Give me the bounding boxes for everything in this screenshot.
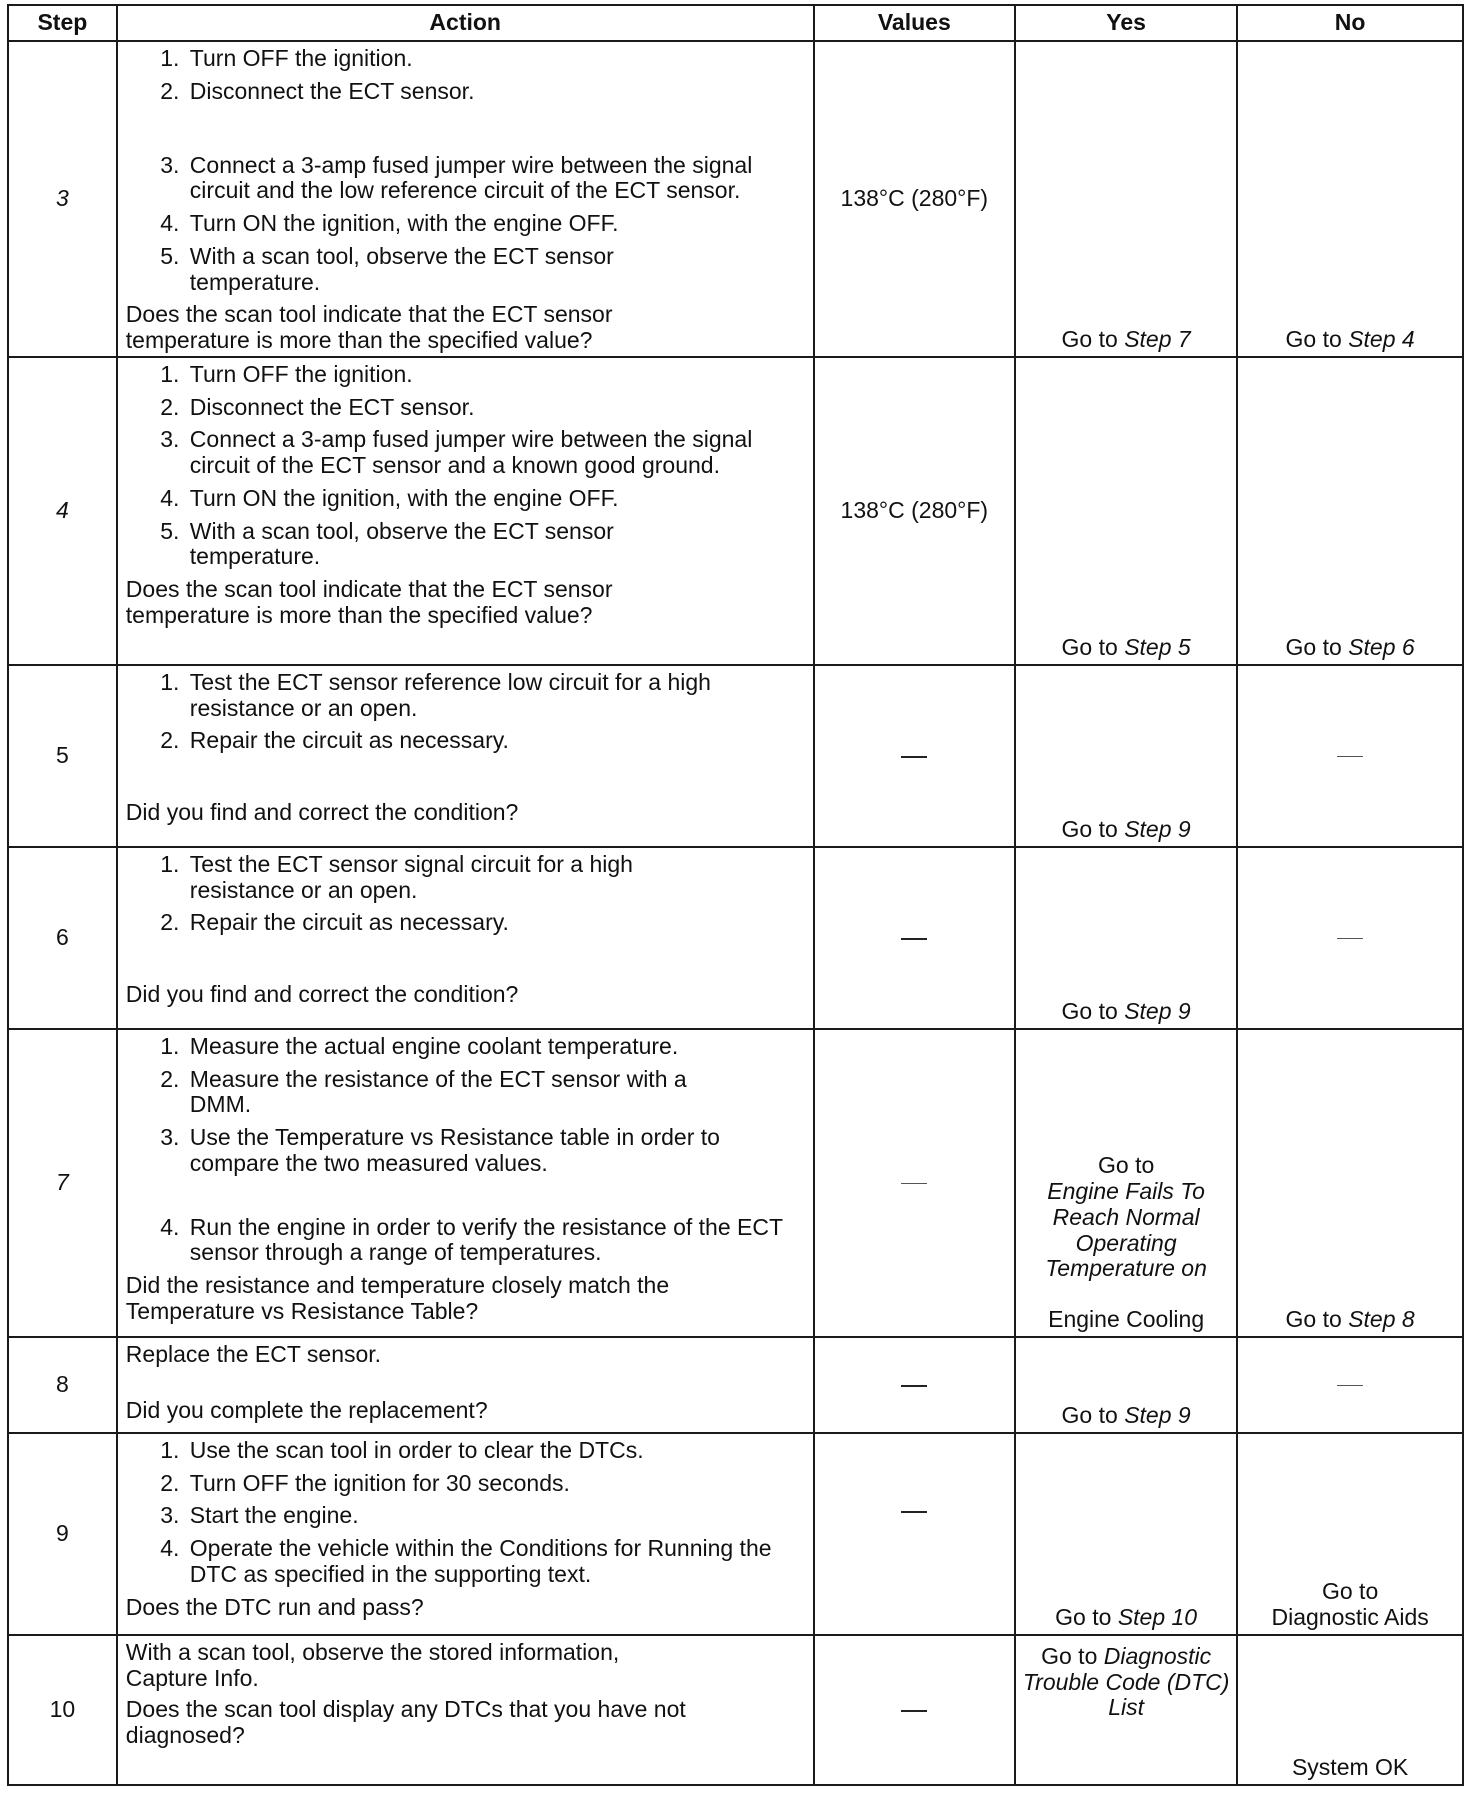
no-cell xyxy=(1237,1337,1463,1433)
action-cell xyxy=(117,665,814,847)
action-steps xyxy=(126,1438,805,1588)
header-action: Action xyxy=(117,5,814,41)
empty-value-dash xyxy=(901,1511,927,1513)
action-steps xyxy=(126,362,805,570)
no-cell xyxy=(1237,847,1463,1029)
action-step: 5. With a scan tool, observe the ECT sensor temperature. xyxy=(186,519,805,571)
empty-value-dash xyxy=(901,1385,927,1387)
yes-cell xyxy=(1015,1029,1237,1337)
action-text: With a scan tool, observe the stored information, Capture Info. xyxy=(125,1638,620,1691)
action-question: Does the DTC run and pass? xyxy=(125,1593,424,1620)
action-step: 2. Repair the circuit as necessary. xyxy=(186,728,805,754)
action-step: 5. With a scan tool, observe the ECT sensor temperature. xyxy=(186,244,805,296)
yes-cell xyxy=(1015,1635,1237,1785)
action-step: 3. Use the Temperature vs Resistance table in order to compare the two measured values. xyxy=(186,1125,805,1177)
yes-link[interactable]: Diagnostic Trouble Code (DTC) List xyxy=(1022,1642,1230,1721)
no-cell xyxy=(1237,357,1463,665)
action-question: Did the resistance and temperature closely match the Temperature vs Resistance Table? xyxy=(125,1272,670,1324)
empty-value-dash xyxy=(901,1183,927,1184)
value-cell: 138°C (280°F) xyxy=(814,41,1015,357)
no-link[interactable]: Step 4 xyxy=(1348,326,1415,352)
no-prefix: Go to xyxy=(1285,634,1349,660)
yes-prefix: Go to xyxy=(1098,1152,1155,1179)
empty-no-dash xyxy=(1337,756,1363,757)
table-row-step-5 xyxy=(8,665,1463,847)
step-number: 10 xyxy=(8,1635,117,1785)
action-step: 2. Turn OFF the ignition for 30 seconds. xyxy=(186,1471,805,1497)
header-no: No xyxy=(1237,5,1463,41)
action-step: 1. Turn OFF the ignition. xyxy=(186,362,805,388)
no-cell xyxy=(1237,1433,1463,1635)
action-cell xyxy=(117,847,814,1029)
value-cell xyxy=(814,1029,1015,1337)
step-number: 7 xyxy=(8,1029,117,1337)
step-number: 8 xyxy=(8,1337,117,1433)
yes-prefix: Go to xyxy=(1061,1402,1125,1428)
action-step: 4. Run the engine in order to verify the resistance of the ECT sensor through a range of temperatures. xyxy=(186,1215,805,1267)
action-question: Did you find and correct the condition? xyxy=(125,799,519,825)
yes-link[interactable]: Step 5 xyxy=(1124,634,1191,660)
no-cell xyxy=(1237,665,1463,847)
action-text: Replace the ECT sensor. xyxy=(125,1340,382,1367)
header-yes: Yes xyxy=(1015,5,1237,41)
no-cell xyxy=(1237,41,1463,357)
empty-no-dash xyxy=(1337,938,1363,939)
no-prefix: Go to xyxy=(1285,1306,1349,1332)
yes-cell xyxy=(1015,1337,1237,1433)
empty-value-dash xyxy=(901,938,927,940)
table-row-step-9 xyxy=(8,1433,1463,1635)
no-prefix: Go to xyxy=(1321,1578,1379,1605)
yes-link[interactable]: Step 9 xyxy=(1124,998,1191,1024)
action-steps xyxy=(126,852,805,936)
header-row xyxy=(8,5,1463,41)
action-step: 1. Measure the actual engine coolant temperature. xyxy=(186,1034,805,1060)
yes-cell xyxy=(1015,1433,1237,1635)
yes-prefix: Go to xyxy=(1061,634,1125,660)
action-cell xyxy=(117,41,814,357)
yes-cell xyxy=(1015,847,1237,1029)
action-step: 4. Turn ON the ignition, with the engine OFF. xyxy=(186,486,805,512)
diagnostic-table xyxy=(7,4,1464,1786)
action-step: 1. Test the ECT sensor reference low circuit for a high resistance or an open. xyxy=(186,670,805,722)
action-step: 3. Start the engine. xyxy=(186,1503,805,1529)
action-step: 2. Repair the circuit as necessary. xyxy=(186,910,805,936)
table-row-step-3 xyxy=(8,41,1463,357)
yes-prefix: Go to xyxy=(1061,326,1125,352)
empty-value-dash xyxy=(901,756,927,758)
action-step: 1. Use the scan tool in order to clear the DTCs. xyxy=(186,1438,805,1464)
header-step: Step xyxy=(8,5,117,41)
no-link[interactable]: Diagnostic Aids xyxy=(1271,1604,1429,1630)
value-cell: 138°C (280°F) xyxy=(814,357,1015,665)
empty-value-dash xyxy=(901,1710,927,1712)
action-cell xyxy=(117,1433,814,1635)
yes-prefix xyxy=(1016,1644,1236,1721)
action-cell xyxy=(117,1635,814,1785)
table-row-step-4 xyxy=(8,357,1463,665)
yes-cell xyxy=(1015,665,1237,847)
action-steps xyxy=(126,1034,805,1266)
value-cell xyxy=(814,1433,1015,1635)
table-row-step-6 xyxy=(8,847,1463,1029)
yes-link[interactable]: Step 7 xyxy=(1124,326,1191,352)
yes-prefix: Go to xyxy=(1061,998,1125,1024)
action-step: 1. Turn OFF the ignition. xyxy=(186,46,805,72)
yes-link[interactable]: Step 9 xyxy=(1124,816,1191,842)
action-step: 1. Test the ECT sensor signal circuit for a high resistance or an open. xyxy=(186,852,805,904)
no-link[interactable]: Step 6 xyxy=(1348,634,1415,660)
step-number: 3 xyxy=(8,41,117,357)
empty-no-dash xyxy=(1337,1385,1363,1386)
action-question: Does the scan tool indicate that the ECT sensor temperature is more than the specified value? xyxy=(125,301,613,353)
yes-prefix: Go to xyxy=(1055,1604,1118,1630)
no-prefix: Go to xyxy=(1285,326,1349,352)
yes-link[interactable]: Engine Fails To Reach Normal Operating Temperature on xyxy=(1045,1178,1207,1282)
step-number: 6 xyxy=(8,847,117,1029)
table-row-step-8 xyxy=(8,1337,1463,1433)
value-cell xyxy=(814,1337,1015,1433)
action-step: 2. Disconnect the ECT sensor. xyxy=(186,79,805,105)
no-link[interactable]: Step 8 xyxy=(1348,1306,1415,1332)
table-row-step-7 xyxy=(8,1029,1463,1337)
no-cell: System OK xyxy=(1237,1635,1463,1785)
step-number: 9 xyxy=(8,1433,117,1635)
action-step: 2. Disconnect the ECT sensor. xyxy=(186,395,805,421)
table-row-step-10 xyxy=(8,1635,1463,1785)
action-question: Did you complete the replacement? xyxy=(125,1396,488,1423)
value-cell xyxy=(814,1635,1015,1785)
action-question: Does the scan tool display any DTCs that you have not diagnosed? xyxy=(125,1696,686,1748)
yes-cell xyxy=(1015,357,1237,665)
step-number: 4 xyxy=(8,357,117,665)
header-values: Values xyxy=(814,5,1015,41)
action-step: 2. Measure the resistance of the ECT sensor with a DMM. xyxy=(186,1067,805,1119)
action-steps xyxy=(126,46,805,295)
action-question: Does the scan tool indicate that the ECT sensor temperature is more than the specified value? xyxy=(125,576,613,628)
action-cell xyxy=(117,357,814,665)
yes-prefix: Go to xyxy=(1061,816,1125,842)
action-step: 4. Operate the vehicle within the Conditions for Running the DTC as specified in the supporting text. xyxy=(186,1536,805,1588)
yes-suffix: Engine Cooling xyxy=(1048,1306,1205,1332)
yes-link[interactable]: Step 9 xyxy=(1124,1402,1191,1428)
no-cell xyxy=(1237,1029,1463,1337)
step-number: 5 xyxy=(8,665,117,847)
yes-link[interactable]: Step 10 xyxy=(1117,1604,1198,1630)
action-cell xyxy=(117,1337,814,1433)
action-step: 3. Connect a 3-amp fused jumper wire between the signal circuit of the ECT sensor and a known good ground. xyxy=(186,427,805,479)
action-step: 4. Turn ON the ignition, with the engine OFF. xyxy=(186,211,805,237)
yes-prefix-text: Go to xyxy=(1041,1642,1104,1669)
action-question: Did you find and correct the condition? xyxy=(125,981,519,1007)
action-cell xyxy=(117,1029,814,1337)
value-cell xyxy=(814,847,1015,1029)
value-cell xyxy=(814,665,1015,847)
yes-cell xyxy=(1015,41,1237,357)
action-step: 3. Connect a 3-amp fused jumper wire between the signal circuit and the low reference circuit of the ECT sensor. xyxy=(186,153,805,205)
action-steps xyxy=(126,670,805,754)
